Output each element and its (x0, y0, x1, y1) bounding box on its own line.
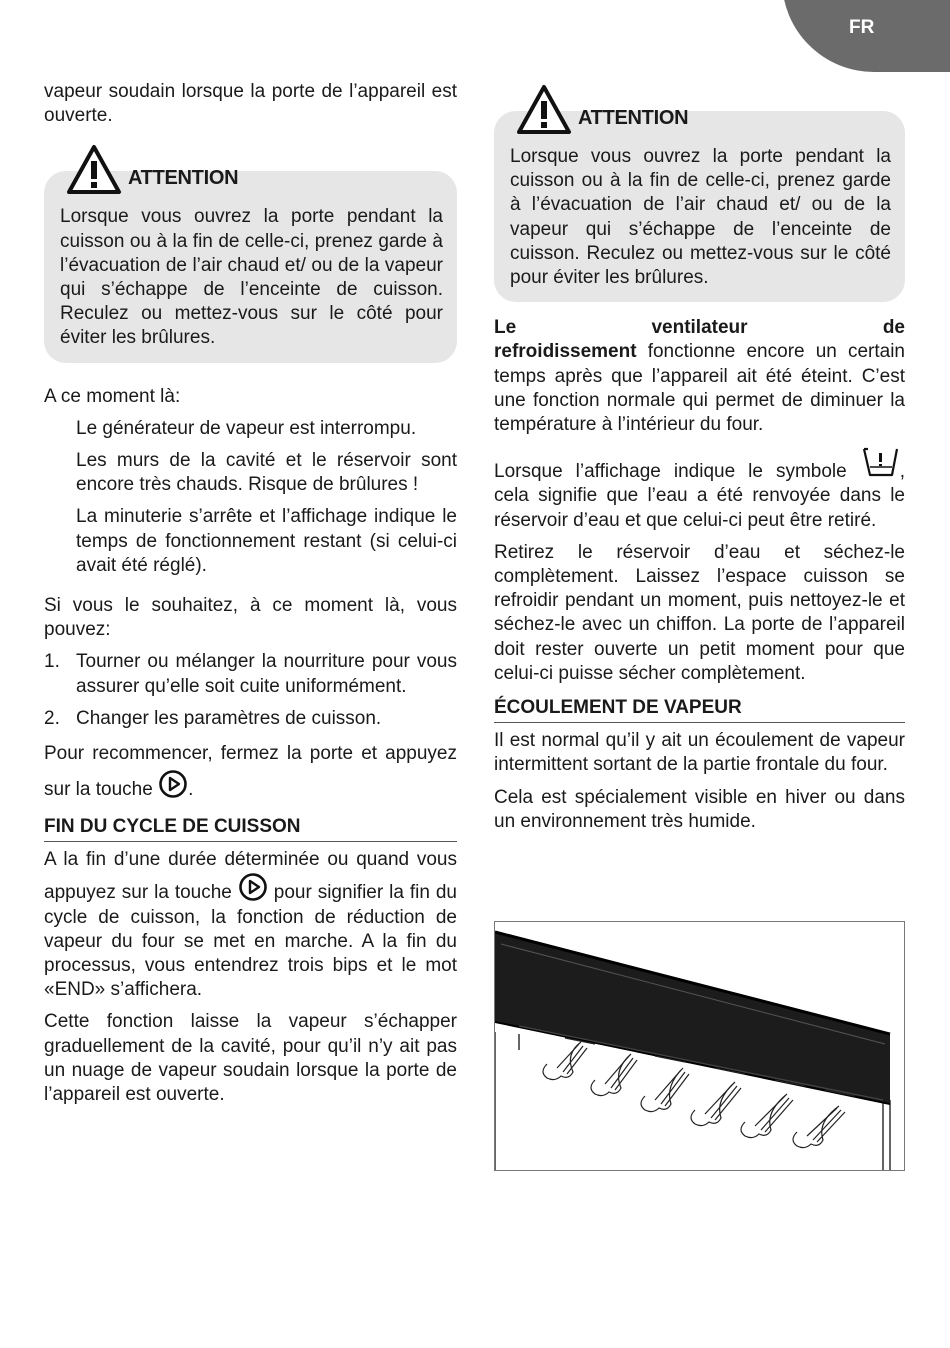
restart-paragraph (44, 739, 457, 805)
steam-plume-3 (641, 1068, 689, 1112)
list-text: Changer les paramètres de cuisson. (76, 707, 382, 729)
attention-content (44, 171, 457, 362)
list-number: 1. (44, 651, 60, 673)
end-cycle-text-a: A la fin d’une durée déterminée ou quand vous appuyez sur la touche (44, 849, 457, 904)
attention-content (494, 111, 905, 302)
warning-triangle-icon (66, 144, 122, 196)
steam-illustration (494, 921, 905, 1171)
intro-paragraph: vapeur soudain lorsque la porte de l’appareil est ouverte. (44, 81, 457, 127)
moment-item-3: La minuterie s’arrête et l’affichage indique le temps de fonctionnement restant (si celui-ci avait été réglé). (76, 506, 457, 576)
attention-header (516, 76, 688, 136)
warning-triangle-icon (516, 84, 572, 136)
section-heading-steam: ÉCOULEMENT DE VAPEUR (494, 696, 905, 723)
language-tab (782, 0, 950, 72)
fan-paragraph (494, 316, 905, 437)
list-item (44, 707, 457, 731)
steam-plume-1 (543, 1042, 587, 1080)
display-paragraph (494, 445, 905, 533)
section-heading-end-cycle: FIN DU CYCLE DE CUISSON (44, 815, 457, 842)
language-label: FR (849, 17, 875, 38)
steam-paragraph-2: Cela est spécialement visible en hiver ou dans un environnement très humide. (494, 786, 905, 832)
wish-paragraph: Si vous le souhaitez, à ce moment là, vous pouvez: (44, 595, 457, 641)
left-column (44, 80, 457, 1115)
water-tank-icon (860, 445, 900, 479)
fan-bold-text: Le ventilateur de refroidissement (494, 317, 905, 363)
play-button-icon (158, 769, 188, 799)
steam-plume-2 (591, 1054, 637, 1096)
fan-text: fonctionne encore un certain temps après que l’appareil ait été éteint. C’est une fonction normale qui permet de diminuer la température à l’intérieur du four. (494, 341, 906, 436)
restart-end: . (188, 779, 194, 801)
attention-text: Lorsque vous ouvrez la porte pendant la cuisson ou à la fin de celle-ci, prenez garde à l’évacuation de l’air chaud et/ ou de la vapeur qui s’échappe de l’enceinte de cuisson. Reculez ou mettez-vous sur le côté pour éviter les brûlures. (60, 206, 443, 349)
list-item (44, 650, 457, 698)
remove-tank-paragraph: Retirez le réservoir d’eau et séchez-le complètement. Laissez l’espace cuisson se refroidir pendant un moment, puis nettoyez-le et séchez-le avec un chiffon. La porte de l’appareil doit rester ouverte un petit moment pour que celui-ci puisse sécher complètement. (494, 541, 905, 684)
end-cycle-text-b: pour signifier la fin du cycle de cuisson, la fonction de réduction de vapeur du four se met en marche. A la fin du processus, vous entendrez trois bips et le mot «END» s’affichera. (44, 882, 457, 1001)
numbered-list (44, 650, 457, 731)
attention-title: ATTENTION (578, 106, 689, 129)
moment-intro: A ce moment là: (44, 385, 181, 407)
steam-plume-5 (741, 1094, 793, 1138)
attention-box-left (44, 136, 457, 362)
list-text: Tourner ou mélanger la nourriture pour vous assurer qu’elle soit cuite uniformément. (76, 651, 457, 697)
attention-title: ATTENTION (128, 167, 239, 190)
restart-text: Pour recommencer, fermez la porte et appuyez sur la touche (44, 743, 457, 801)
attention-box-right (494, 76, 905, 302)
play-button-icon (238, 872, 268, 902)
end-cycle-paragraph-1 (44, 848, 457, 1002)
steam-plume-6 (793, 1106, 845, 1148)
steam-plume-4 (691, 1082, 741, 1126)
display-text-a: Lorsque l’affichage indique le symbole (494, 461, 847, 483)
moment-item-1: Le générateur de vapeur est interrompu. (76, 417, 417, 439)
oven-door-steam-drawing (495, 922, 904, 1170)
end-cycle-paragraph-2: Cette fonction laisse la vapeur s’échapper graduellement de la cavité, pour qu’il n’y ait pas un nuage de vapeur soudain lorsque la porte de l’appareil est ouverte. (44, 1011, 457, 1106)
steam-paragraph-1: Il est normal qu’il y ait un écoulement de vapeur intermittent sortant de la partie frontale du four. (494, 730, 905, 776)
list-number: 2. (44, 707, 60, 729)
attention-header (66, 136, 238, 196)
display-text-b: , cela signifie que l’eau a été renvoyée dans le réservoir d’eau et que celui-ci peut être retiré. (494, 461, 906, 531)
moment-item-2: Les murs de la cavité et le réservoir sont encore très chauds. Risque de brûlures ! (76, 450, 457, 496)
attention-text: Lorsque vous ouvrez la porte pendant la cuisson ou à la fin de celle-ci, prenez garde à l’évacuation de l’air chaud et/ ou de la vapeur qui s’échappe de l’enceinte de cuisson. Reculez ou mettez-vous sur le côté pour éviter les brûlures. (510, 146, 891, 289)
right-column (494, 76, 905, 842)
